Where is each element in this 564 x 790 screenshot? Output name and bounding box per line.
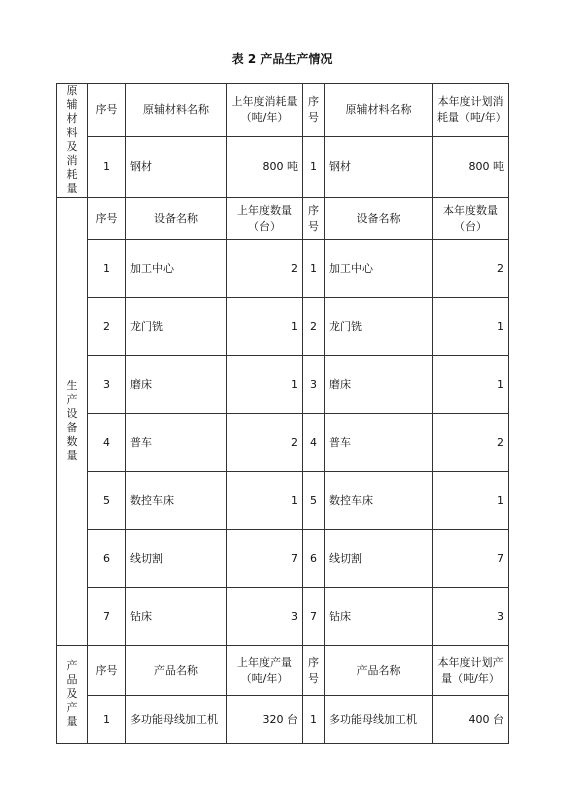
cell-seq-2: 1	[303, 696, 325, 744]
table-row	[57, 298, 509, 356]
header-last-year-count: 上年度数量（台）	[227, 198, 303, 240]
cell-seq: 7	[88, 588, 126, 646]
cell-name-2: 龙门铣	[325, 298, 433, 356]
cell-name-2: 磨床	[325, 356, 433, 414]
production-table	[56, 83, 509, 744]
cell-name-2: 加工中心	[325, 240, 433, 298]
table-row	[57, 588, 509, 646]
cell-last-year: 2	[227, 414, 303, 472]
header-material-name-2: 原辅材料名称	[325, 84, 433, 137]
table-row	[57, 136, 509, 197]
cell-name-2: 多功能母线加工机	[325, 696, 433, 744]
cell-name: 数控车床	[126, 472, 227, 530]
cell-this-year: 1	[433, 472, 509, 530]
cell-name: 钻床	[126, 588, 227, 646]
cell-name-2: 钻床	[325, 588, 433, 646]
cell-this-year: 1	[433, 356, 509, 414]
cell-seq-2: 6	[303, 530, 325, 588]
equipment-header-row	[57, 198, 509, 240]
cell-seq-2: 2	[303, 298, 325, 356]
header-product-name-2: 产品名称	[325, 646, 433, 696]
header-seq-2: 序号	[303, 646, 325, 696]
cell-name-2: 线切割	[325, 530, 433, 588]
cell-last-year: 1	[227, 298, 303, 356]
header-seq: 序号	[88, 84, 126, 137]
header-seq-2: 序号	[303, 198, 325, 240]
table-row	[57, 240, 509, 298]
cell-name: 龙门铣	[126, 298, 227, 356]
cell-last-year: 2	[227, 240, 303, 298]
cell-this-year: 400 台	[433, 696, 509, 744]
table-title: 表 2 产品生产情况	[231, 52, 333, 66]
cell-this-year: 7	[433, 530, 509, 588]
table-row	[57, 356, 509, 414]
cell-last-year: 3	[227, 588, 303, 646]
cell-seq: 2	[88, 298, 126, 356]
cell-name: 加工中心	[126, 240, 227, 298]
products-section-label: 产品及产量	[57, 646, 88, 744]
cell-last-year: 1	[227, 356, 303, 414]
cell-name-2: 钢材	[325, 136, 433, 197]
header-this-year-count: 本年度数量（台）	[433, 198, 509, 240]
cell-name-2: 数控车床	[325, 472, 433, 530]
cell-this-year: 2	[433, 240, 509, 298]
cell-seq: 1	[88, 696, 126, 744]
cell-last-year: 320 台	[227, 696, 303, 744]
cell-seq: 4	[88, 414, 126, 472]
header-product-name: 产品名称	[126, 646, 227, 696]
cell-seq: 6	[88, 530, 126, 588]
header-this-year-output: 本年度计划产量（吨/年）	[433, 646, 509, 696]
cell-name: 线切割	[126, 530, 227, 588]
cell-seq-2: 4	[303, 414, 325, 472]
products-header-row	[57, 646, 509, 696]
materials-header-row	[57, 84, 509, 137]
cell-seq-2: 1	[303, 136, 325, 197]
header-seq: 序号	[88, 198, 126, 240]
cell-seq: 5	[88, 472, 126, 530]
cell-seq-2: 7	[303, 588, 325, 646]
table-row	[57, 696, 509, 744]
header-material-name: 原辅材料名称	[126, 84, 227, 137]
cell-this-year: 3	[433, 588, 509, 646]
cell-seq-2: 3	[303, 356, 325, 414]
header-equipment-name-2: 设备名称	[325, 198, 433, 240]
header-last-year-output: 上年度产量（吨/年）	[227, 646, 303, 696]
cell-name: 普车	[126, 414, 227, 472]
cell-this-year: 1	[433, 298, 509, 356]
cell-name-2: 普车	[325, 414, 433, 472]
table-row	[57, 414, 509, 472]
header-last-year-consumption: 上年度消耗量（吨/年）	[227, 84, 303, 137]
equipment-section-label: 生产设备数量	[57, 198, 88, 646]
cell-seq-2: 1	[303, 240, 325, 298]
header-seq: 序号	[88, 646, 126, 696]
header-equipment-name: 设备名称	[126, 198, 227, 240]
cell-this-year: 2	[433, 414, 509, 472]
materials-section-label: 原辅材料及消耗量	[57, 84, 88, 198]
header-this-year-consumption: 本年度计划消耗量（吨/年）	[433, 84, 509, 137]
cell-last-year: 7	[227, 530, 303, 588]
table-row	[57, 472, 509, 530]
cell-seq: 1	[88, 240, 126, 298]
cell-seq: 1	[88, 136, 126, 197]
cell-this-year: 800 吨	[433, 136, 509, 197]
cell-name: 磨床	[126, 356, 227, 414]
table-row	[57, 530, 509, 588]
cell-last-year: 1	[227, 472, 303, 530]
cell-name: 多功能母线加工机	[126, 696, 227, 744]
cell-name: 钢材	[126, 136, 227, 197]
header-seq-2: 序号	[303, 84, 325, 137]
cell-last-year: 800 吨	[227, 136, 303, 197]
cell-seq-2: 5	[303, 472, 325, 530]
cell-seq: 3	[88, 356, 126, 414]
